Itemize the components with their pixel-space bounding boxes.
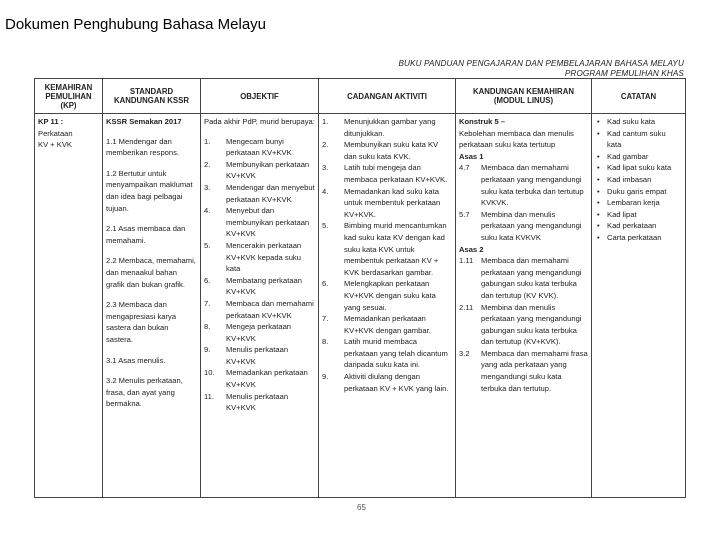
- item-number: 9.: [322, 372, 329, 382]
- cell-kp: [35, 114, 103, 498]
- item-text: Latih murid membaca perkataan yang telah dicantum daripada suku kata ini.: [344, 337, 448, 370]
- item-number: 2.: [322, 140, 329, 150]
- standard-item: 3.1 Asas menulis.: [106, 355, 166, 365]
- objektif-item: [204, 240, 315, 275]
- item-text: Menulis perkataan KV+KVK: [226, 345, 289, 366]
- item-number: 11.: [204, 391, 214, 401]
- document-header-line-1: BUKU PANDUAN PENGAJARAN DAN PEMBELAJARAN BAHASA MELAYU: [398, 59, 684, 68]
- catatan-item: • Kad lipat suku kata: [595, 162, 682, 174]
- table-row: [35, 114, 686, 498]
- objektif-item: [204, 321, 315, 344]
- objektif-item: [204, 391, 315, 414]
- kp-line: Perkataan: [38, 128, 73, 138]
- standard-item: 1.1 Mendengar dan memberikan respons.: [106, 136, 180, 158]
- item-text: Membatang perkataan KV+KVK: [226, 275, 302, 297]
- catatan-item: • Kad lipat: [595, 209, 682, 221]
- table-header-row: [35, 79, 686, 114]
- item-text: Menyebut dan membunyikan perkataan KV+KVK: [226, 206, 310, 239]
- column-header-objektif: OBJEKTIF: [201, 79, 319, 114]
- item-number: 4.7: [459, 163, 470, 173]
- standard-item: 1.2 Bertutur untuk menyampaikan maklumat dan idea bagi pelbagai tujuan.: [106, 168, 193, 213]
- linus-item: [459, 302, 588, 348]
- item-number: 1.: [204, 136, 211, 146]
- item-number: 6.: [322, 279, 329, 289]
- catatan-item: • Duku garis empat: [595, 186, 682, 198]
- catatan-item: • Kad imbasan: [595, 174, 682, 186]
- item-number: 8.: [322, 337, 329, 347]
- item-text: Mengeja perkataan KV+KVK: [226, 322, 292, 343]
- objektif-item: [204, 136, 315, 159]
- cell-catatan: [592, 114, 686, 498]
- catatan-item: • Kad suku kata: [595, 116, 682, 128]
- objektif-item: [204, 344, 315, 367]
- asas-1-heading: Asas 1: [459, 151, 484, 161]
- item-number: 2.11: [459, 302, 474, 312]
- cell-kandungan: [456, 114, 592, 498]
- cell-aktiviti: [319, 114, 456, 498]
- column-header-aktiviti: CADANGAN AKTIVITI: [319, 79, 456, 114]
- objektif-item: [204, 159, 315, 182]
- item-number: 9.: [204, 345, 211, 355]
- item-text: Mencerakin perkataan KV+KVK kepada suku kata: [226, 240, 302, 274]
- item-text: Menulis perkataan KV+KVK: [226, 391, 289, 413]
- item-number: 6.: [204, 275, 211, 285]
- item-text: Membaca dan memahami frasa yang ada perkataan yang mengandungi suku kata terbuka dan tertutup.: [481, 348, 588, 393]
- item-number: 4.: [322, 186, 329, 196]
- item-text: Mendengar dan menyebut perkataan KV+KVK: [226, 182, 315, 204]
- standard-head: KSSR Semakan 2017: [106, 117, 182, 126]
- aktiviti-item: [322, 336, 452, 371]
- catatan-list: [595, 116, 682, 244]
- linus-item: [459, 162, 588, 208]
- objektif-item: [204, 367, 315, 390]
- document-header-line-2: PROGRAM PEMULIHAN KHAS: [564, 69, 684, 78]
- item-number: 4.: [204, 206, 211, 216]
- item-number: 3.2: [459, 348, 470, 358]
- kp-code: KP 11 :: [38, 117, 64, 126]
- item-text: Bimbing murid mencantumkan kad suku kata KV dengan kad suku kata KVK untuk membentuk perkataan KV + KVK berdasarkan gambar.: [344, 221, 447, 277]
- item-text: Aktiviti diulang dengan perkataan KV + KVK yang lain.: [344, 372, 449, 393]
- column-header-catatan: CATATAN: [592, 79, 686, 114]
- catatan-item: • Kad cantum suku kata: [595, 128, 682, 151]
- cell-objektif: [201, 114, 319, 498]
- lesson-plan-table: [34, 78, 686, 498]
- aktiviti-item: [322, 186, 452, 221]
- asas-2-heading: Asas 2: [459, 244, 484, 254]
- column-header-kp: KEMAHIRAN PEMULIHAN (KP): [35, 79, 103, 114]
- aktiviti-item: [322, 278, 452, 313]
- item-text: Membunyikan perkataan KV+KVK: [226, 159, 310, 181]
- column-header-kandungan: KANDUNGAN KEMAHIRAN (MODUL LINUS): [456, 79, 592, 114]
- item-text: Memadankan perkataan KV+KVK: [226, 368, 308, 390]
- item-number: 3.: [204, 182, 211, 192]
- item-text: Membina dan menulis perkataan yang mengandungi gabungan suku kata terbuka dan tertutup (KV+KVK).: [481, 302, 582, 347]
- aktiviti-item: [322, 116, 452, 139]
- item-number: 8.: [204, 322, 211, 332]
- catatan-item: • Carta perkataan: [595, 232, 682, 244]
- item-number: 2.: [204, 159, 211, 169]
- linus-item: [459, 209, 588, 244]
- catatan-item: • Kad gambar: [595, 151, 682, 163]
- objektif-item: [204, 182, 315, 205]
- item-number: 1.: [322, 117, 329, 126]
- catatan-item: • Lembaran kerja: [595, 197, 682, 209]
- page-number: 65: [357, 503, 366, 512]
- catatan-item: • Kad perkataan: [595, 220, 682, 232]
- cell-standard: [103, 114, 201, 498]
- aktiviti-item: [322, 162, 452, 185]
- item-text: Menunjukkan gambar yang ditunjukkan.: [344, 117, 436, 138]
- objektif-item: [204, 298, 315, 321]
- item-text: Membaca dan memahami perkataan yang mengandungi suku kata terbuka dan tertutup KVKVK.: [481, 163, 584, 208]
- kp-line: KV + KVK: [38, 140, 72, 150]
- item-text: Membaca dan memahami perkataan KV+KVK: [226, 298, 314, 320]
- standard-item: 2.3 Membaca dan mengapresiasi karya sastera dan bukan sastera.: [106, 300, 177, 344]
- item-text: Membunyikan suku kata KV dan suku kata KVK.: [344, 140, 439, 161]
- item-text: Memadankan kad suku kata untuk membentuk perkataan KV+KVK.: [344, 186, 441, 219]
- page-title: Dokumen Penghubung Bahasa Melayu: [5, 16, 267, 33]
- item-text: Membaca dan memahami perkataan yang mengandungi gabungan suku kata terbuka dan tertutup (KV KVK).: [481, 256, 582, 300]
- aktiviti-item: [322, 220, 452, 278]
- objektif-item: [204, 275, 315, 298]
- aktiviti-item: [322, 371, 452, 394]
- item-number: 3.: [322, 163, 329, 173]
- item-number: 7.: [204, 298, 211, 308]
- item-number: 5.7: [459, 209, 470, 219]
- objektif-item: [204, 205, 315, 240]
- column-header-standard: STANDARD KANDUNGAN KSSR: [103, 79, 201, 114]
- item-number: 10.: [204, 368, 215, 378]
- item-text: Melengkapkan perkataan KV+KVK dengan suku kata yang sesuai.: [344, 279, 436, 312]
- item-number: 5.: [204, 240, 211, 250]
- standard-item: 2.1 Asas membaca dan memahami.: [106, 224, 186, 245]
- aktiviti-item: [322, 139, 452, 162]
- item-number: 7.: [322, 314, 329, 324]
- item-text: Memadankan perkataan KV+KVK dengan gambar.: [344, 314, 431, 335]
- document-header: [398, 59, 684, 79]
- linus-item: [459, 348, 588, 394]
- construct-title: Konstruk 5 –: [459, 117, 505, 126]
- linus-item: [459, 255, 588, 301]
- construct-description: Kebolehan membaca dan menulis perkataan suku kata tertutup: [459, 128, 574, 150]
- item-text: Membina dan menulis perkataan yang mengandungi suku kata KVKVK: [481, 209, 582, 242]
- item-text: Latih tubi mengeja dan membaca perkataan KV+KVK.: [344, 163, 448, 184]
- item-text: Mengecam bunyi perkataan KV+KVK: [226, 136, 292, 158]
- item-number: 5.: [322, 221, 329, 231]
- objektif-intro: Pada akhir PdP, murid berupaya:: [204, 117, 315, 126]
- item-number: 1.11: [459, 256, 474, 266]
- standard-item: 2.2 Membaca, memahami, dan menaakul bahan grafik dan bukan grafik.: [106, 256, 196, 289]
- standard-item: 3.2 Menulis perkataan, frasa, dan ayat yang bermakna.: [106, 376, 183, 409]
- aktiviti-item: [322, 313, 452, 336]
